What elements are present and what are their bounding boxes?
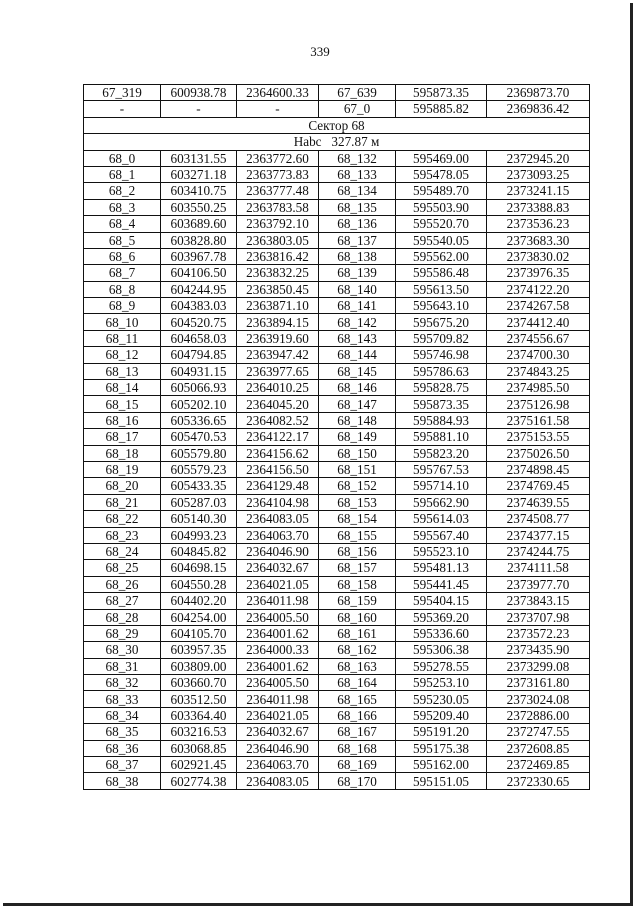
table-row xyxy=(84,396,590,412)
table-row xyxy=(84,445,590,461)
table-cell: 595873.35 xyxy=(396,396,487,412)
table-cell: 2364083.05 xyxy=(237,511,319,527)
table-cell: 68_155 xyxy=(319,527,396,543)
table-cell: 68_12 xyxy=(84,347,161,363)
table-row xyxy=(84,232,590,248)
table-cell: 68_167 xyxy=(319,724,396,740)
table-cell: 2373435.90 xyxy=(487,642,590,658)
table-cell: 2364032.67 xyxy=(237,724,319,740)
table-cell: 2373707.98 xyxy=(487,609,590,625)
table-cell: 2373843.15 xyxy=(487,593,590,609)
table-row xyxy=(84,527,590,543)
table-cell: 603550.25 xyxy=(161,199,237,215)
table-cell: 68_1 xyxy=(84,166,161,182)
table-cell: 595614.03 xyxy=(396,511,487,527)
table-row xyxy=(84,593,590,609)
table-cell: 604402.20 xyxy=(161,593,237,609)
table-cell: 595767.53 xyxy=(396,461,487,477)
table-row xyxy=(84,707,590,723)
table-cell: 2373976.35 xyxy=(487,265,590,281)
table-cell: 68_14 xyxy=(84,380,161,396)
table-row xyxy=(84,429,590,445)
table-cell: 603809.00 xyxy=(161,658,237,674)
table-cell: 68_16 xyxy=(84,412,161,428)
table-cell: 595884.93 xyxy=(396,412,487,428)
table-cell: 595662.90 xyxy=(396,494,487,510)
table-cell: 2374769.45 xyxy=(487,478,590,494)
table-cell: 603216.53 xyxy=(161,724,237,740)
table-cell: 2372608.85 xyxy=(487,740,590,756)
table-cell: 68_8 xyxy=(84,281,161,297)
table-cell: 2363977.65 xyxy=(237,363,319,379)
table-cell: 2373572.23 xyxy=(487,625,590,641)
table-cell: 2374267.58 xyxy=(487,298,590,314)
table-cell: 2364156.50 xyxy=(237,461,319,477)
table-cell: 2372330.65 xyxy=(487,773,590,789)
table-cell: 603271.18 xyxy=(161,166,237,182)
table-cell: 2364083.05 xyxy=(237,773,319,789)
table-cell: 2364046.90 xyxy=(237,740,319,756)
table-cell: 595586.48 xyxy=(396,265,487,281)
table-row xyxy=(84,281,590,297)
table-cell: 603131.55 xyxy=(161,150,237,166)
table-row xyxy=(84,85,590,101)
table-cell: 605140.30 xyxy=(161,511,237,527)
table-cell: 68_170 xyxy=(319,773,396,789)
table-cell: 2374556.67 xyxy=(487,330,590,346)
table-cell: 68_145 xyxy=(319,363,396,379)
table-cell: 2364104.98 xyxy=(237,494,319,510)
table-row xyxy=(84,265,590,281)
sector-header xyxy=(84,117,590,150)
table-cell: 2364122.17 xyxy=(237,429,319,445)
table-cell: 2374700.30 xyxy=(487,347,590,363)
table-cell: 595828.75 xyxy=(396,380,487,396)
table-cell: 595306.38 xyxy=(396,642,487,658)
sector-rows xyxy=(84,150,590,789)
table-cell: 603364.40 xyxy=(161,707,237,723)
table-cell: 604550.28 xyxy=(161,576,237,592)
table-cell: 605336.65 xyxy=(161,412,237,428)
table-cell: 68_169 xyxy=(319,757,396,773)
table-cell: 2374111.58 xyxy=(487,560,590,576)
table-cell: 595175.38 xyxy=(396,740,487,756)
table-cell: 595562.00 xyxy=(396,248,487,264)
table-row xyxy=(84,478,590,494)
table-row xyxy=(84,757,590,773)
table-cell: 68_27 xyxy=(84,593,161,609)
table-cell: 68_17 xyxy=(84,429,161,445)
table-cell: 68_154 xyxy=(319,511,396,527)
table-row xyxy=(84,658,590,674)
table-cell: 68_10 xyxy=(84,314,161,330)
table-cell: 2363947.42 xyxy=(237,347,319,363)
table-row xyxy=(84,560,590,576)
table-row xyxy=(84,724,590,740)
top-rows xyxy=(84,85,590,118)
table-cell: 2364063.70 xyxy=(237,527,319,543)
table-cell: 68_135 xyxy=(319,199,396,215)
table-cell: 2363803.05 xyxy=(237,232,319,248)
table-cell: 2375126.98 xyxy=(487,396,590,412)
table-cell: 68_33 xyxy=(84,691,161,707)
table-cell: 605202.10 xyxy=(161,396,237,412)
table-cell: 68_163 xyxy=(319,658,396,674)
table-cell: 67_639 xyxy=(319,85,396,101)
table-cell: 2364005.50 xyxy=(237,609,319,625)
table-cell: 68_137 xyxy=(319,232,396,248)
table-cell: 605287.03 xyxy=(161,494,237,510)
table-cell: 605470.53 xyxy=(161,429,237,445)
table-cell: 2372469.85 xyxy=(487,757,590,773)
table-cell: 2373093.25 xyxy=(487,166,590,182)
table-cell: 2375153.55 xyxy=(487,429,590,445)
table-cell: 2374898.45 xyxy=(487,461,590,477)
table-cell: 603068.85 xyxy=(161,740,237,756)
table-cell: 68_140 xyxy=(319,281,396,297)
table-row xyxy=(84,166,590,182)
table-cell: 2364129.48 xyxy=(237,478,319,494)
table-cell: 2373299.08 xyxy=(487,658,590,674)
table-cell: 2375161.58 xyxy=(487,412,590,428)
table-cell: 604698.15 xyxy=(161,560,237,576)
table-cell: 68_34 xyxy=(84,707,161,723)
table-cell: 68_158 xyxy=(319,576,396,592)
table-cell: 68_25 xyxy=(84,560,161,576)
table-cell: 68_26 xyxy=(84,576,161,592)
table-cell: 68_3 xyxy=(84,199,161,215)
table-row xyxy=(84,363,590,379)
table-cell: 68_31 xyxy=(84,658,161,674)
table-cell: 2364063.70 xyxy=(237,757,319,773)
table-row xyxy=(84,183,590,199)
table-cell: 595709.82 xyxy=(396,330,487,346)
table-row xyxy=(84,330,590,346)
table-row xyxy=(84,642,590,658)
table-cell: 2372945.20 xyxy=(487,150,590,166)
table-cell: 595873.35 xyxy=(396,85,487,101)
coordinates-table xyxy=(83,84,590,790)
table-cell: 595567.40 xyxy=(396,527,487,543)
table-cell: 2374508.77 xyxy=(487,511,590,527)
table-row xyxy=(84,314,590,330)
table-row xyxy=(84,150,590,166)
table-cell: 604383.03 xyxy=(161,298,237,314)
table-cell: 2363792.10 xyxy=(237,216,319,232)
table-row xyxy=(84,216,590,232)
table-cell: 68_161 xyxy=(319,625,396,641)
table-cell: 2369873.70 xyxy=(487,85,590,101)
table-cell: 605579.80 xyxy=(161,445,237,461)
table-cell: 2363773.83 xyxy=(237,166,319,182)
table-cell: 68_4 xyxy=(84,216,161,232)
table-cell: 68_151 xyxy=(319,461,396,477)
table-cell: 68_149 xyxy=(319,429,396,445)
table-cell: 2363772.60 xyxy=(237,150,319,166)
table-cell: 602921.45 xyxy=(161,757,237,773)
table-cell: 68_144 xyxy=(319,347,396,363)
table-row xyxy=(84,347,590,363)
table-cell: 595714.10 xyxy=(396,478,487,494)
table-cell: 68_22 xyxy=(84,511,161,527)
table-row xyxy=(84,625,590,641)
page-number: 339 xyxy=(310,44,330,59)
table-cell: 2364000.33 xyxy=(237,642,319,658)
table-cell: 2364045.20 xyxy=(237,396,319,412)
table-cell: - xyxy=(161,101,237,117)
table-cell: 68_36 xyxy=(84,740,161,756)
table-cell: 68_147 xyxy=(319,396,396,412)
table-row xyxy=(84,461,590,477)
table-cell: 2364156.62 xyxy=(237,445,319,461)
table-cell: 595151.05 xyxy=(396,773,487,789)
table-row xyxy=(84,494,590,510)
table-cell: 68_156 xyxy=(319,543,396,559)
table-cell: 68_165 xyxy=(319,691,396,707)
table-cell: 2373161.80 xyxy=(487,675,590,691)
table-cell: 68_166 xyxy=(319,707,396,723)
table-cell: 603967.78 xyxy=(161,248,237,264)
table-cell: 2363919.60 xyxy=(237,330,319,346)
table-cell: 68_37 xyxy=(84,757,161,773)
table-cell: 2372886.00 xyxy=(487,707,590,723)
table-row xyxy=(84,380,590,396)
table-cell: 68_11 xyxy=(84,330,161,346)
table-cell: 2373536.23 xyxy=(487,216,590,232)
table-cell: 68_168 xyxy=(319,740,396,756)
table-cell: 604244.95 xyxy=(161,281,237,297)
table-cell: 605066.93 xyxy=(161,380,237,396)
table-cell: 2374985.50 xyxy=(487,380,590,396)
table-cell: 68_20 xyxy=(84,478,161,494)
table-cell: 68_164 xyxy=(319,675,396,691)
table-cell: 68_28 xyxy=(84,609,161,625)
table-cell: 595369.20 xyxy=(396,609,487,625)
table-cell: 2363783.58 xyxy=(237,199,319,215)
table-row xyxy=(84,199,590,215)
table-cell: 2364010.25 xyxy=(237,380,319,396)
table-cell: - xyxy=(84,101,161,117)
table-cell: 595469.00 xyxy=(396,150,487,166)
table-cell: 605433.35 xyxy=(161,478,237,494)
table-cell: 68_35 xyxy=(84,724,161,740)
table-cell: 67_319 xyxy=(84,85,161,101)
table-cell: 604254.00 xyxy=(161,609,237,625)
table-cell: 595823.20 xyxy=(396,445,487,461)
table-cell: 2364001.62 xyxy=(237,625,319,641)
table-cell: 595209.40 xyxy=(396,707,487,723)
table-cell: 2374843.25 xyxy=(487,363,590,379)
table-cell: 595746.98 xyxy=(396,347,487,363)
table-cell: 68_141 xyxy=(319,298,396,314)
table-cell: 2364032.67 xyxy=(237,560,319,576)
table-cell: 2372747.55 xyxy=(487,724,590,740)
table-cell: 68_133 xyxy=(319,166,396,182)
table-cell: 2374377.15 xyxy=(487,527,590,543)
table-cell: 595162.00 xyxy=(396,757,487,773)
table-row xyxy=(84,248,590,264)
table-cell: 603512.50 xyxy=(161,691,237,707)
table-cell: 68_13 xyxy=(84,363,161,379)
table-cell: 68_5 xyxy=(84,232,161,248)
table-cell: 595881.10 xyxy=(396,429,487,445)
table-cell: 595278.55 xyxy=(396,658,487,674)
table-cell: 595643.10 xyxy=(396,298,487,314)
table-cell: 68_21 xyxy=(84,494,161,510)
table-row xyxy=(84,543,590,559)
table-cell: 68_146 xyxy=(319,380,396,396)
table-cell: 68_23 xyxy=(84,527,161,543)
table-cell: 595489.70 xyxy=(396,183,487,199)
table-cell: 595613.50 xyxy=(396,281,487,297)
table-cell: 68_30 xyxy=(84,642,161,658)
table-cell: 68_148 xyxy=(319,412,396,428)
table-cell: 68_139 xyxy=(319,265,396,281)
table-cell: 595675.20 xyxy=(396,314,487,330)
table-cell: 68_19 xyxy=(84,461,161,477)
table-cell: 2364011.98 xyxy=(237,691,319,707)
table-cell: 68_162 xyxy=(319,642,396,658)
table-cell: 2375026.50 xyxy=(487,445,590,461)
table-cell: 2373024.08 xyxy=(487,691,590,707)
table-cell: 595253.10 xyxy=(396,675,487,691)
table-cell: 2374639.55 xyxy=(487,494,590,510)
table-row xyxy=(84,675,590,691)
table-cell: 595478.05 xyxy=(396,166,487,182)
table-cell: 2373388.83 xyxy=(487,199,590,215)
table-cell: 595540.05 xyxy=(396,232,487,248)
table-cell: 2364001.62 xyxy=(237,658,319,674)
table-row xyxy=(84,691,590,707)
table-cell: 2374412.40 xyxy=(487,314,590,330)
table-cell: 595230.05 xyxy=(396,691,487,707)
table-cell: 68_7 xyxy=(84,265,161,281)
table-cell: 2373241.15 xyxy=(487,183,590,199)
table-cell: 2364046.90 xyxy=(237,543,319,559)
table-cell: 604520.75 xyxy=(161,314,237,330)
table-cell: 603410.75 xyxy=(161,183,237,199)
table-cell: 603660.70 xyxy=(161,675,237,691)
table-cell: 595786.63 xyxy=(396,363,487,379)
table-cell: 68_160 xyxy=(319,609,396,625)
table-cell: 68_15 xyxy=(84,396,161,412)
table-row xyxy=(84,576,590,592)
table-cell: 604105.70 xyxy=(161,625,237,641)
table-cell: - xyxy=(237,101,319,117)
table-cell: 603828.80 xyxy=(161,232,237,248)
table-cell: 68_159 xyxy=(319,593,396,609)
table-cell: 2374244.75 xyxy=(487,543,590,559)
table-cell: 2364021.05 xyxy=(237,576,319,592)
table-cell: 68_150 xyxy=(319,445,396,461)
table-cell: 604794.85 xyxy=(161,347,237,363)
table-cell: 604931.15 xyxy=(161,363,237,379)
table-cell: 602774.38 xyxy=(161,773,237,789)
table-cell: 68_29 xyxy=(84,625,161,641)
table-cell: 68_38 xyxy=(84,773,161,789)
table-cell: 2363894.15 xyxy=(237,314,319,330)
sector-height: Нabc 327.87 м xyxy=(84,134,590,150)
table-cell: 2373830.02 xyxy=(487,248,590,264)
table-cell: 68_18 xyxy=(84,445,161,461)
table-cell: 68_152 xyxy=(319,478,396,494)
table-cell: 595191.20 xyxy=(396,724,487,740)
table-cell: 595503.90 xyxy=(396,199,487,215)
table-cell: 67_0 xyxy=(319,101,396,117)
table-cell: 2374122.20 xyxy=(487,281,590,297)
table-cell: 68_134 xyxy=(319,183,396,199)
table-cell: 68_153 xyxy=(319,494,396,510)
table-cell: 2364021.05 xyxy=(237,707,319,723)
table-cell: 600938.78 xyxy=(161,85,237,101)
table-cell: 603957.35 xyxy=(161,642,237,658)
table-cell: 68_9 xyxy=(84,298,161,314)
table-cell: 2363816.42 xyxy=(237,248,319,264)
table-cell: 68_143 xyxy=(319,330,396,346)
table-cell: 595520.70 xyxy=(396,216,487,232)
table-cell: 2369836.42 xyxy=(487,101,590,117)
table-cell: 595481.13 xyxy=(396,560,487,576)
table-row xyxy=(84,412,590,428)
table-cell: 595336.60 xyxy=(396,625,487,641)
table-cell: 68_136 xyxy=(319,216,396,232)
table-cell: 2373977.70 xyxy=(487,576,590,592)
table-cell: 2363832.25 xyxy=(237,265,319,281)
table-cell: 2364011.98 xyxy=(237,593,319,609)
table-cell: 2363850.45 xyxy=(237,281,319,297)
table-cell: 68_24 xyxy=(84,543,161,559)
table-cell: 2364082.52 xyxy=(237,412,319,428)
table-cell: 595885.82 xyxy=(396,101,487,117)
table-row xyxy=(84,298,590,314)
table-row xyxy=(84,773,590,789)
table-cell: 595523.10 xyxy=(396,543,487,559)
table-cell: 68_32 xyxy=(84,675,161,691)
table-cell: 68_132 xyxy=(319,150,396,166)
table-cell: 2364005.50 xyxy=(237,675,319,691)
table-cell: 68_0 xyxy=(84,150,161,166)
table-row xyxy=(84,101,590,117)
table-cell: 604845.82 xyxy=(161,543,237,559)
table-cell: 595441.45 xyxy=(396,576,487,592)
table-cell: 2364600.33 xyxy=(237,85,319,101)
table-row xyxy=(84,740,590,756)
sector-title: Сектор 68 xyxy=(84,117,590,133)
table-cell: 603689.60 xyxy=(161,216,237,232)
table-cell: 68_138 xyxy=(319,248,396,264)
table-cell: 2363871.10 xyxy=(237,298,319,314)
table-cell: 604993.23 xyxy=(161,527,237,543)
table-cell: 68_157 xyxy=(319,560,396,576)
table-cell: 605579.23 xyxy=(161,461,237,477)
table-cell: 604106.50 xyxy=(161,265,237,281)
table-cell: 2373683.30 xyxy=(487,232,590,248)
table-cell: 68_142 xyxy=(319,314,396,330)
table-row xyxy=(84,609,590,625)
table-cell: 68_2 xyxy=(84,183,161,199)
table-cell: 604658.03 xyxy=(161,330,237,346)
table-cell: 68_6 xyxy=(84,248,161,264)
table-cell: 2363777.48 xyxy=(237,183,319,199)
table-cell: 595404.15 xyxy=(396,593,487,609)
table-row xyxy=(84,511,590,527)
